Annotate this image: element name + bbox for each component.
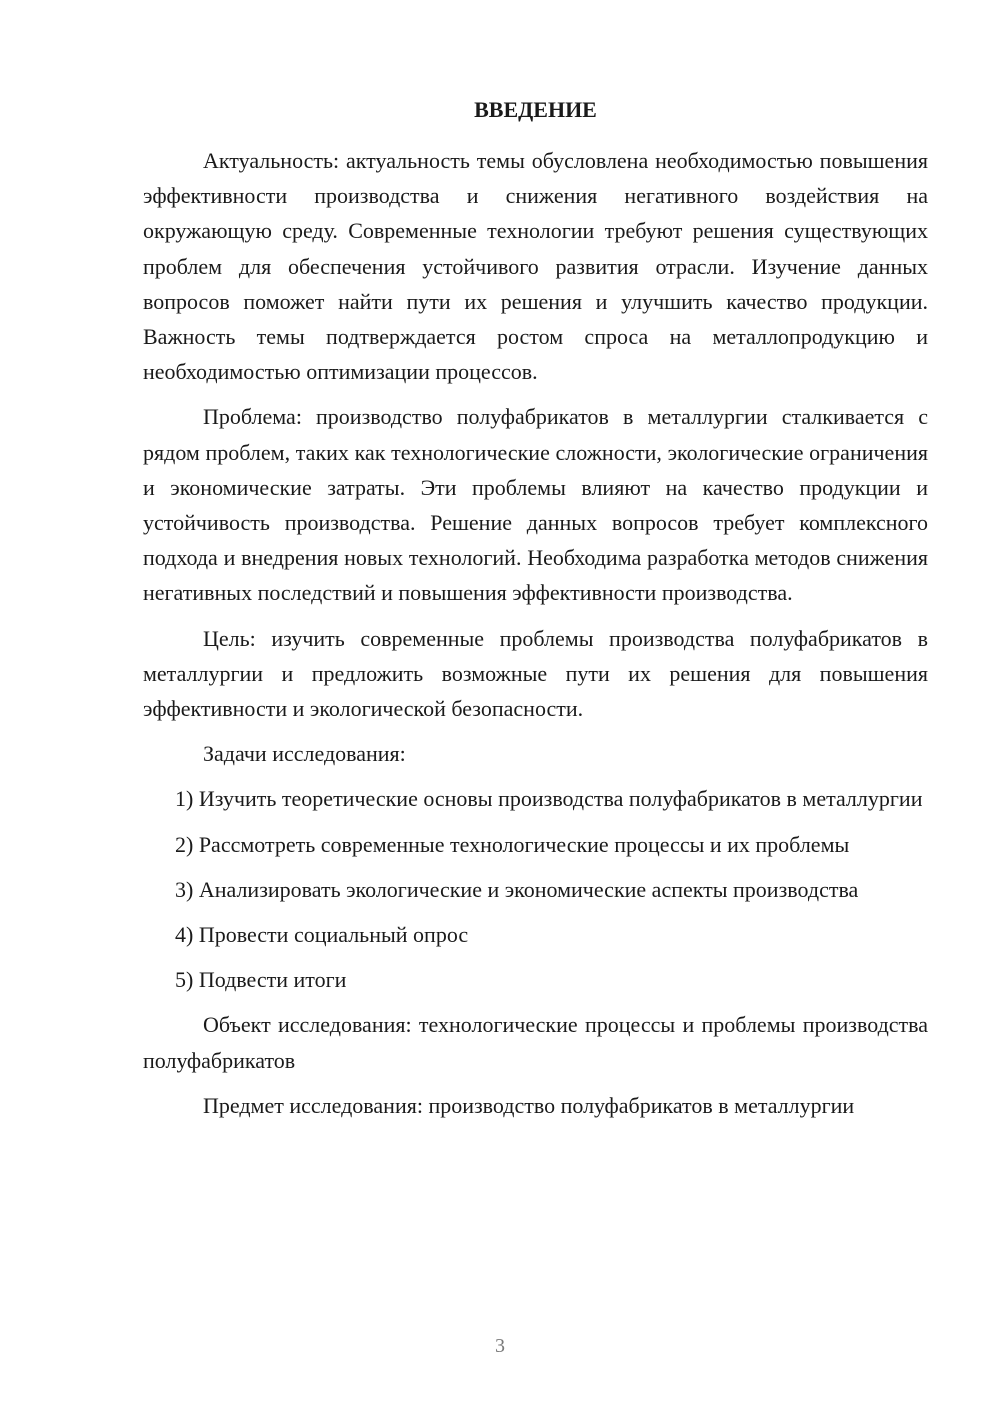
goal-paragraph: Цель: изучить современные проблемы производства полуфабрикатов в металлургии и предложить возможные пути их решения для повышения эффективности и экологической безопасности.: [143, 625, 928, 722]
relevance-paragraph: Актуальность: актуальность темы обусловлена необходимостью повышения эффективности производства и снижения негативного воздействия на окружающую среду. Современные технологии требуют решения существующих проблем для обеспечения устойчивого развития отрасли. Изучение данных вопросов поможет найти пути их решения и улучшить качество продукции. Важность темы подтверждается ростом спроса на металлопродукцию и необходимостью оптимизации процессов.: [143, 148, 928, 385]
tasks-label: Задачи исследования:: [203, 741, 406, 767]
task-item-4: 4) Провести социальный опрос: [175, 922, 469, 948]
object-paragraph: Объект исследования: технологические процессы и проблемы производства полуфабрикатов: [143, 1012, 928, 1073]
task-item-5: 5) Подвести итоги: [175, 967, 347, 993]
task-item-1: 1) Изучить теоретические основы производства полуфабрикатов в металлургии: [175, 786, 923, 812]
subject-paragraph: Предмет исследования: производство полуфабрикатов в металлургии: [203, 1092, 855, 1118]
document-page: [143, 95, 928, 1123]
page-number: 3: [495, 1335, 505, 1357]
problem-paragraph: Проблема: производство полуфабрикатов в металлургии сталкивается с рядом проблем, таких как технологические сложности, экологические ограничения и экономические затраты. Эти проблемы влияют на качество продукции и устойчивость производства. Решение данных вопросов требует комплексного подхода и внедрения новых технологий. Необходима разработка методов снижения негативных последствий и повышения эффективности производства.: [143, 404, 928, 606]
task-item-2: 2) Рассмотреть современные технологические процессы и их проблемы: [175, 831, 850, 857]
section-heading: ВВЕДЕНИЕ: [474, 97, 597, 122]
task-item-3: 3) Анализировать экологические и экономические аспекты производства: [175, 876, 859, 902]
